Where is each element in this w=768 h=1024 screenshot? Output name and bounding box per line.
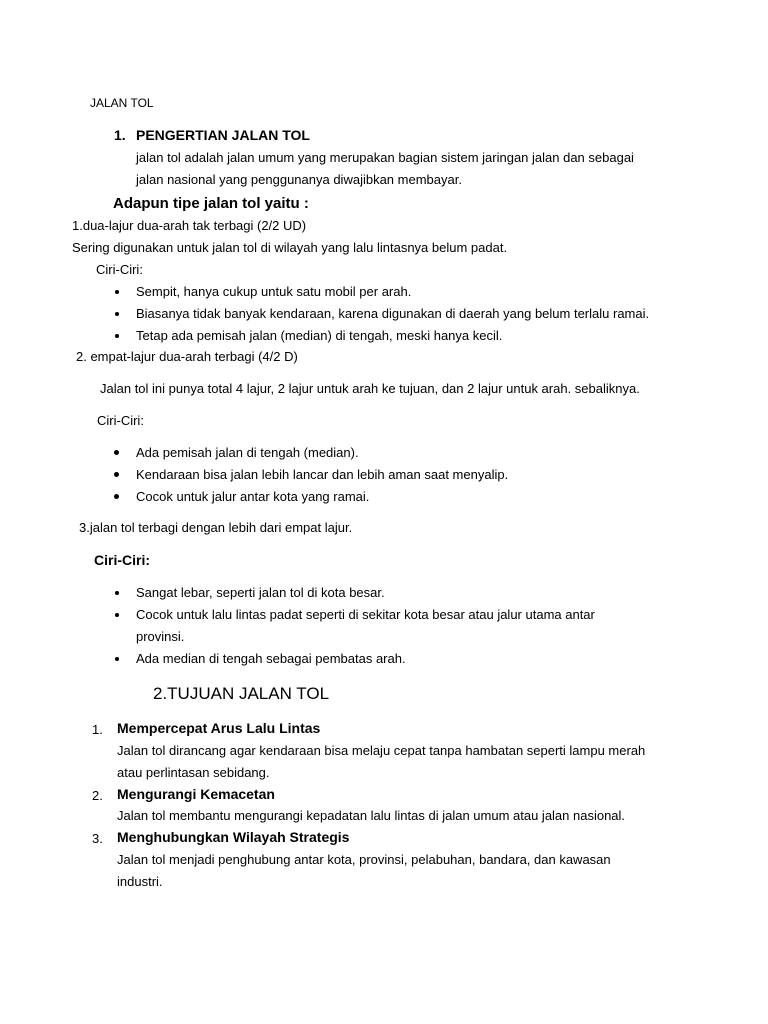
list-item: Sangat lebar, seperti jalan tol di kota besar. — [136, 585, 385, 600]
list-item: Ada pemisah jalan di tengah (median). — [136, 445, 359, 460]
list-item: Sempit, hanya cukup untuk satu mobil per arah. — [136, 284, 412, 299]
list-item: Cocok untuk jalur antar kota yang ramai. — [136, 489, 370, 504]
bullet-icon — [114, 450, 119, 455]
document-title: JALAN TOL — [90, 96, 154, 110]
list-item: Biasanya tidak banyak kendaraan, karena digunakan di daerah yang belum terlalu ramai. — [136, 306, 650, 321]
goal-description: Jalan tol menjadi penghubung antar kota, provinsi, pelabuhan, bandara, dan kawasan — [117, 852, 611, 867]
goal-description: Jalan tol membantu mengurangi kepadatan lalu lintas di jalan umum atau jalan nasional. — [117, 808, 626, 823]
type-title: 1.dua-lajur dua-arah tak terbagi (2/2 UD) — [72, 218, 307, 233]
bullet-icon — [114, 472, 119, 477]
ciri-label: Ciri-Ciri: — [94, 552, 150, 568]
goal-title: Mengurangi Kemacetan — [117, 786, 275, 802]
bullet-icon — [115, 591, 119, 595]
list-number: 1. — [92, 722, 103, 737]
goal-title: Menghubungkan Wilayah Strategis — [117, 829, 350, 845]
section-heading: PENGERTIAN JALAN TOL — [136, 127, 310, 143]
list-number: 3. — [92, 831, 103, 846]
list-item: Ada median di tengah sebagai pembatas arah. — [136, 651, 406, 666]
type-description: Sering digunakan untuk jalan tol di wilayah yang lalu lintasnya belum padat. — [72, 240, 508, 255]
list-item: Cocok untuk lalu lintas padat seperti di sekitar kota besar atau jalur utama antar — [136, 607, 595, 622]
types-heading: Adapun tipe jalan tol yaitu : — [113, 195, 309, 212]
bullet-icon — [115, 312, 119, 316]
goal-description: Jalan tol dirancang agar kendaraan bisa melaju cepat tanpa hambatan seperti lampu merah — [117, 743, 646, 758]
paragraph-line: jalan tol adalah jalan umum yang merupakan bagian sistem jaringan jalan dan sebagai — [136, 150, 634, 165]
goal-description: atau perlintasan sebidang. — [117, 765, 270, 780]
ciri-label: Ciri-Ciri: — [96, 262, 143, 277]
bullet-icon — [115, 613, 119, 617]
bullet-icon — [115, 290, 119, 294]
section-number: 1. — [114, 127, 126, 143]
list-number: 2. — [92, 788, 103, 803]
bullet-icon — [115, 657, 119, 661]
type-title: 3.jalan tol terbagi dengan lebih dari empat lajur. — [79, 520, 353, 535]
bullet-icon — [115, 334, 119, 338]
bullet-icon — [114, 494, 119, 499]
list-item-continued: provinsi. — [136, 629, 185, 644]
section-heading: 2.TUJUAN JALAN TOL — [153, 684, 330, 703]
list-item: Tetap ada pemisah jalan (median) di tengah, meski hanya kecil. — [136, 328, 503, 343]
goal-title: Mempercepat Arus Lalu Lintas — [117, 720, 321, 736]
type-title: 2. empat-lajur dua-arah terbagi (4/2 D) — [76, 349, 298, 364]
ciri-label: Ciri-Ciri: — [97, 413, 144, 428]
list-item: Kendaraan bisa jalan lebih lancar dan lebih aman saat menyalip. — [136, 467, 509, 482]
type-description: Jalan tol ini punya total 4 lajur, 2 lajur untuk arah ke tujuan, dan 2 lajur untuk arah. sebaliknya. — [100, 381, 640, 396]
goal-description: industri. — [117, 874, 163, 889]
paragraph-line: jalan nasional yang penggunanya diwajibkan membayar. — [136, 172, 462, 187]
